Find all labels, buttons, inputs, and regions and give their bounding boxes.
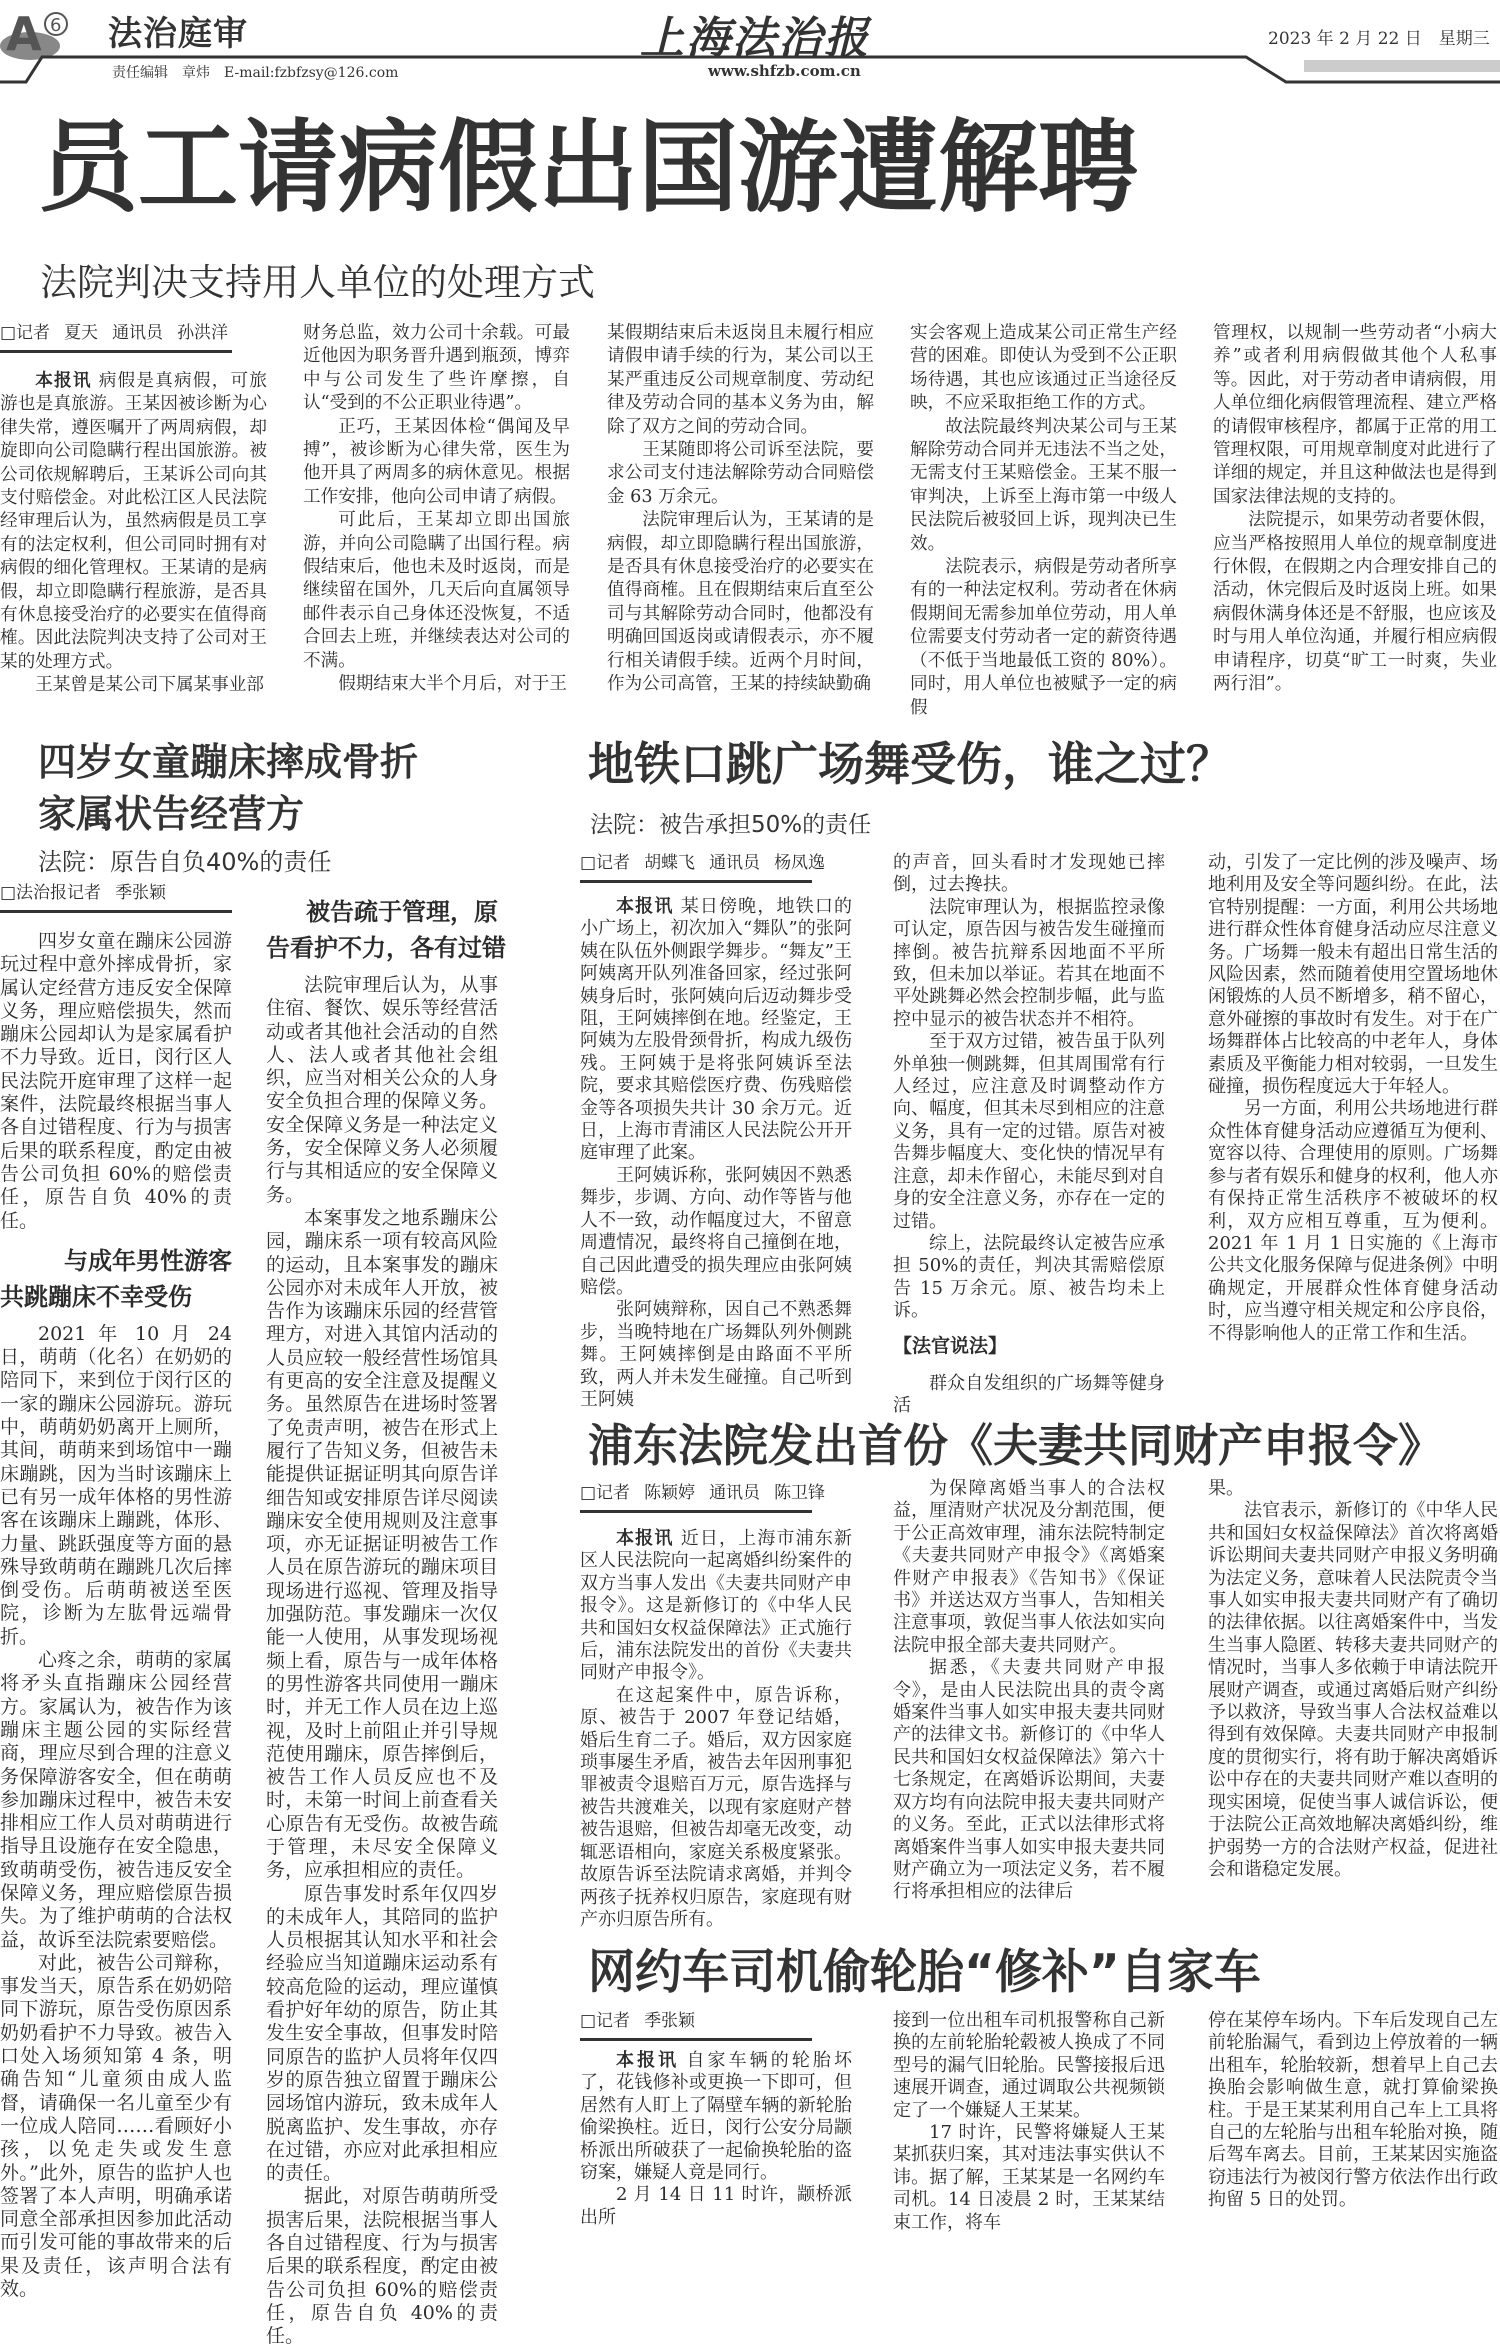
article-column [893,1478,1165,1904]
paragraph-text: 病假是真病假，可旅游也是真旅游。王某因被诊断为心律失常，遵医嘱开了两周病假，却旋即向公司隐瞒行程出国旅游。被公司依规解聘后，王某诉公司向其支付赔偿金。对此松江区人民法院经审理后认为，虽然病假是员工享有的法定权利，但公司同时拥有对病假的细化管理权。王某请的是病假，却立即隐瞒行程旅游，是否具有休息接受治疗的必要实在值得商榷。因此法院判决支持了公司对王某的处理方式。 [0,371,267,672]
paragraph-text: 财务总监，效力公司十余载。可最近他因为职务晋升遇到瓶颈，博弈中与公司发生了些许摩擦，自认“受到的不公正职业待遇”。 [303,323,570,414]
paragraph-text: 果。 [1208,1478,1244,1499]
paragraph [303,416,570,510]
paragraph-text: 17 时许，民警将嫌疑人王某某抓获归案，其对违法事实供认不讳。据了解，王某某是一名网约车司机。14 日凌晨 2 时，王某某结束工作，将车 [893,2122,1165,2233]
article-column [910,322,1177,720]
lead-headline: 员工请病假出国游遭解聘 [38,109,1138,226]
dateline-lead: 本报讯 [35,371,92,391]
paragraph [1208,1500,1498,1881]
paragraph [1208,2010,1498,2212]
paragraph-text: 正巧，王某因体检“偶闻及早搏”，被诊断为心律失常，医生为他开具了两周多的病休意见。根据工作安排，他向公司申请了病假。 [303,416,570,507]
paragraph-text: 某日傍晚，地铁口的小广场上，初次加入“舞队”的张阿姨在队伍外侧跟学舞步。“舞友”王阿姨离开队列准备回家，经过张阿姨身后时，张阿姨向后迈动舞步受阻，王阿姨摔倒在地。经鉴定，王阿姨为左股骨颈骨折，构成九级伤残。王阿姨于是将张阿姨诉至法院，要求其赔偿医疗费、伤残赔偿金等各项损失共计 30 余万元。近日，上海市青浦区人民法院公开开庭审理了此案。 [580,896,853,1164]
paragraph-text: 2 月 14 日 11 时许，颛桥派出所 [580,2184,852,2228]
article-column [266,884,506,2349]
paragraph [266,974,498,1207]
section-heading-line: 与成年男性游客 [64,1246,232,1275]
paragraph [580,2050,852,2184]
section-heading [0,1243,232,1315]
paragraph-text: 四岁女童在蹦床公园游玩过程中意外摔成骨折，家属认定经营方违反安全保障义务，理应赔偿损失，然而蹦床公园却认为是家属看护不力导致。近日，闵行区人民法院开庭审理了这样一起案件，法院最终根据当事人各自过错程度、行为与损害后果的联系程度，酌定由被告公司负担 60%的赔偿责任，原告自负 40%的责任。 [0,930,232,1232]
article-column [0,930,232,2301]
byline-part: 季张颖 [644,2011,696,2031]
section-heading-line: 告看护不力，各有过错 [266,934,506,962]
paragraph [607,509,874,696]
byline [580,1480,826,1513]
paragraph-text: 王某随即将公司诉至法院，要求公司支付违法解除劳动合同赔偿金 63 万余元。 [607,440,874,507]
dateline-lead: 本报讯 [616,896,674,917]
paragraph [303,322,570,416]
paragraph [607,322,874,439]
paragraph-text: 王某曾是某公司下属某事业部 [35,675,264,696]
paragraph [910,556,1177,720]
paragraph [1208,852,1498,1098]
dateline-lead: 本报讯 [616,1528,674,1549]
byline-part: □记者 [580,853,631,873]
section-heading-line: 共跳蹦床不幸受伤 [0,1282,192,1311]
paragraph-text: 据此，对原告萌萌所受损害后果，法院根据当事人各自过错程度、行为与损害后果的联系程度，酌定由被告公司负担 60%的赔偿责任，原告自负 40%的责任。 [266,2185,498,2348]
paragraph-text: 动，引发了一定比例的涉及噪声、场地利用及安全等问题纠纷。在此，法官特别提醒：一方面，利用公共场地进行群众性体育健身活动应尽注意义务。广场舞一般未有超出日常生活的风险因素，然而随着使用空置场地休闲锻炼的人员不断增多，稍不留心，意外碰擦的事故时有发生。对于在广场舞群体占比较高的中老年人，身体素质及平衡能力相对较弱，一旦发生碰撞，损伤程度远大于年轻人。 [1208,852,1498,1098]
paragraph-text: 法院提示，如果劳动者要休假，应当严格按照用人单位的规章制度进行休假，在假期之内合理安排自己的活动，休完假后及时返岗上班。如果病假休满身体还是不舒服，也应该及时与用人单位沟通，并履行相应病假申请程序，切莫“旷工一时爽，失业两行泪”。 [1213,510,1497,695]
paragraph-text: 法院审理后认为，从事住宿、餐饮、娱乐等经营活动或者其他社会活动的自然人、法人或者其他社会组织，应当对相关公众的人身安全负担合理的保障义务。安全保障义务是一种法定义务，安全保障义务人必须履行与其相适应的安全保障义务。 [266,974,498,1206]
dateline-lead: 本报讯 [616,2050,680,2071]
article-column [580,1528,852,1931]
column-tag: 【法官说法】 [893,1334,1008,1357]
byline-part: 通讯员 [709,1483,761,1503]
paragraph-text: 自家车辆的轮胎坏了，花钱修补或更换一下即可，但居然有人盯上了隔壁车辆的新轮胎偷梁换柱。近日，闵行公安分局颛桥派出所破获了一起偷换轮胎的盗窃案，嫌疑人竟是同行。 [580,2050,853,2184]
paragraph-text: 为保障离婚当事人的合法权益，厘清财产状况及分割范围，便于公正高效审理，浦东法院特制定《夫妻共同财产申报令》《离婚案件财产申报表》《告知书》《保证书》并送达双方当事人，告知相关注意事项，敦促当事人依法如实向法院申报全部夫妻共同财产。 [893,1478,1165,1656]
paragraph [0,370,267,674]
byline-part: 陈颖婷 [644,1483,696,1503]
paragraph-text: 停在某停车场内。下车后发现自己左前轮胎漏气，看到边上停放着的一辆出租车，轮胎较新，想着早上自己去换胎会影响做生意，就打算偷梁换柱。于是王某某利用自己车上工具将自己的左轮胎与出租车轮胎对换，随后驾车离去。目前，王某某因实施盗窃违法行为被闵行警方依法作出行政拘留 5 日的处罚。 [1208,2010,1498,2211]
paragraph [580,1299,852,1411]
paragraph-text: 群众自发组织的广场舞等健身活 [893,1372,1165,1417]
paragraph-text: 2021 年 10 月 24 日，萌萌（化名）在奶奶的陪同下，来到位于闵行区的一家的蹦床公园游玩。游玩中，萌萌奶奶离开上厕所，其间，萌萌来到场馆中一蹦床蹦跳，因为当时该蹦床上已有另一成年体格的男性游客在该蹦床上蹦跳，体形、力量、跳跃强度等方面的悬殊导致萌萌在蹦跳几次后摔倒受伤。后萌萌被送至医院，诊断为左肱骨远端骨折。 [0,1322,232,1648]
paragraph [893,1478,1165,1657]
paragraph-text: 假期结束大半个月后，对于王 [338,674,567,695]
byline-part: 通讯员 [709,853,761,873]
byline-part: □记者 [0,323,51,343]
paragraph [893,897,1165,1031]
paragraph-text: 对此，被告公司辩称，事发当天，原告系在奶奶陪同下游玩，原告受伤原因系奶奶看护不力导致。被告入口处入场须知第 4 条，明确告知“儿童须由成人监督，请确保一名儿童至少有一位成人陪同……看顾好小孩，以免走失或发生意外。”此外，原告的监护人也签署了本人声明，明确承诺同意全部承担因参加此活动而引发可能的事故带来的后果及责任，该声明合法有效。 [0,1951,232,2301]
paragraph-text: 在这起案件中，原告诉称，原、被告于 2007 年登记结婚，婚后生育二子。婚后，双方因家庭琐事屡生矛盾，被告去年因刑事犯罪被责令退赔百万元，原告选择与被告共渡难关，以现有家庭财产替被告退赔，但被告却毫无改变，动辄恶语相向，家庭关系极度紧张。故原告诉至法院请求离婚，并判令两孩子抚养权归原告，家庭现有财产亦归原告所有。 [580,1684,852,1930]
byline [580,2008,812,2041]
byline-part: 杨凤逸 [774,853,826,873]
paragraph [1208,1478,1498,1500]
paragraph [303,509,570,673]
article-column [0,370,267,698]
paragraph [0,674,267,697]
editor-email: E-mail:fzbfzsy@126.com [224,65,399,81]
paragraph [910,322,1177,416]
paragraph-text: 故法院最终判决某公司与王某解除劳动合同并无违法不当之处，无需支付王某赔偿金。王某不服一审判决，上诉至上海市第一中级人民法院后被驳回上诉，现判决已生效。 [910,416,1177,554]
article-column [1208,852,1498,1345]
byline-part: 夏天 [64,323,99,343]
section-name: 法治庭审 [108,14,248,54]
byline [0,320,232,353]
byline-part: □记者 [580,2011,631,2031]
paragraph-text: 心疼之余，萌萌的家属将矛头直指蹦床公园经营方。家属认为，被告作为该蹦床主题公园的实际经营商，理应尽到合理的注意义务保障游客安全，但在萌萌参加蹦床过程中，被告未安排相应工作人员对萌萌进行指导且设施存在安全隐患，致萌萌受伤，被告违反安全保障义务，理应赔偿原告损失。为了维护萌萌的合法权益，故诉至法院索要赔偿。 [0,1649,232,1951]
paragraph [893,1031,1165,1233]
paragraph [0,1952,232,2301]
paragraph-text: 据悉，《夫妻共同财产申报令》，是由人民法院出具的责令离婚案件当事人如实申报夫妻共同财产的法律文书。新修订的《中华人民共和国妇女权益保障法》第六十七条规定，在离婚诉讼期间，夫妻双方均有向法院申报夫妻共同财产的义务。至此，正式以法律形式将离婚案件当事人如实申报夫妻共同财产确立为一项法定义务，若不履行将承担相应的法律后 [893,1657,1165,1903]
paragraph-text: 法院审理认为，根据监控录像可认定，原告因与被告发生碰撞而摔倒。被告抗辩系因地面不平所致，但未加以举证。若其在地面不平处跳舞必然会控制步幅，此与监控中显示的被告状态并不相符。 [893,896,1165,1030]
section-heading-line: 被告疏于管理，原 [306,898,498,926]
paragraph [580,1165,852,1299]
byline-part: 胡蝶飞 [644,853,696,873]
paragraph-text: 接到一位出租车司机报警称自己新换的左前轮胎轮毂被人换成了不同型号的漏气旧轮胎。民警接报后迅速展开调查，通过调取公共视频锁定了一个嫌疑人王某某。 [893,2010,1165,2121]
lead-subtitle: 法院判决支持用人单位的处理方式 [40,261,595,304]
paragraph-text: 近日，上海市浦东新区人民法院向一起离婚纠纷案件的双方当事人发出《夫妻共同财产申报令》。这是新修订的《中华人民共和国妇女权益保障法》正式施行后，浦东法院发出的首份《夫妻共同财产申报令》。 [580,1528,853,1684]
editor-credit [112,62,412,82]
paragraph [0,1323,232,1649]
editor-label: 责任编辑 [112,65,168,81]
paragraph [893,1657,1165,1903]
paragraph [0,1649,232,1952]
paragraph-text: 的声音，回头看时才发现她已摔倒，过去搀扶。 [893,852,1165,896]
title-line: 家属状告经营方 [38,792,305,836]
paragraph [580,896,852,1165]
editor-name: 章炜 [182,65,210,81]
paragraph [1213,509,1497,696]
article-column [1208,1478,1498,1881]
byline-part: □记者 [580,1483,631,1503]
article-column [303,322,570,697]
paragraph [893,852,1165,897]
article-column [893,2010,1165,2234]
trampoline-title [38,736,418,840]
article-column [607,322,874,697]
paragraph [893,2122,1165,2234]
paragraph [266,1207,498,1883]
byline-part: 孙洪洋 [177,323,229,343]
dance-title: 地铁口跳广场舞受伤，谁之过？ [588,737,1232,791]
paragraph [893,1233,1165,1323]
newspaper-logo: 上海法治报 [640,13,870,64]
byline-part: 陈卫锋 [774,1483,826,1503]
paragraph-text: 法官表示，新修订的《中华人民共和国妇女权益保障法》首次将离婚诉讼期间夫妻共同财产申报义务明确为法定义务，意味着人民法院责令当事人如实申报夫妻共同财产有了确切的法律依据。以往离婚案件中，当发生当事人隐匿、转移夫妻共同财产的情况时，当事人多依赖于申请法院开展财产调查，或通过离婚后财产纠纷予以救济，导致当事人合法权益难以得到有效保障。夫妻共同财产申报制度的贯彻实行，将有助于解决离婚诉讼中存在的夫妻共同财产难以查明的现实困境，促使当事人诚信诉讼，便于法院公正高效地解决离婚纠纷，维护弱势一方的合法财产权益，促进社会和谐稳定发展。 [1208,1500,1498,1880]
paragraph [910,416,1177,556]
article-column [1213,322,1497,697]
paragraph [266,2185,498,2348]
paragraph [893,1373,1165,1418]
paragraph [1208,1098,1498,1344]
paragraph-text: 另一方面，利用公共场地进行群众性体育健身活动应遵循互为便利、宽容以待、合理使用的原则。广场舞参与者有娱乐和健身的权利，他人亦有保持正常生活秩序不被破坏的权利，双方应相互尊重，互为便利。2021 年 1 月 1 日实施的《上海市公共文化服务保障与促进条例》中明确规定，开展群众性体育健身活动时，应当遵守相关规定和公序良俗，不得影响他人的正常工作和生活。 [1208,1098,1498,1344]
paragraph [893,2010,1165,2122]
tire-title: 网约车司机偷轮胎“修补”自家车 [588,1945,1261,2000]
title-line: 四岁女童蹦床摔成骨折 [38,740,419,784]
byline-part: □法治报记者 [0,883,102,903]
paragraph-text: 本案事发之地系蹦床公园，蹦床系一项有较高风险的运动，且本案事发的蹦床公园亦对未成年人开放，被告作为该蹦床乐园的经营管理方，对进入其馆内活动的人员应较一般经营性场馆具有更高的安全注意及提醒义务。虽然原告在进场时签署了免责声明，被告在形式上履行了告知义务，但被告未能提供证据证明其向原告详细告知或安排原告详尽阅读蹦床安全使用规则及注意事项，亦无证据证明被告工作人员在原告游玩的蹦床项目现场进行巡视、管理及指导加强防范。事发蹦床一次仅能一人使用，从事发现场视频上看，原告与一成年体格的男性游客共同使用一蹦床时，并无工作人员在边上巡视，及时上前阻止并引导规范使用蹦床，原告摔倒后，被告工作人员反应也不及时，未第一时间上前查看关心原告有无受伤。故被告疏于管理，未尽安全保障义务，应承担相应的责任。 [266,1206,498,1882]
article-column [580,896,852,1411]
paragraph-text: 原告事发时系年仅四岁的未成年人，其陪同的监护人员根据其认知水平和社会经验应当知道蹦床运动系有较高危险的运动，理应谨慎看护好年幼的原告，防止其发生安全事故，但事发时陪同原告的监护人员将年仅四岁的原告独立留置于蹦床公园场馆内游玩，致未成年人脱离监护、发生事故，亦存在过错，亦应对此承担相应的责任。 [266,1882,498,2185]
paragraph [1213,322,1497,509]
page-number: 6 [50,15,62,36]
issue-date: 2023 年 2 月 22 日 星期三 [1268,29,1490,49]
article-column [580,2050,852,2229]
byline-part: 通讯员 [112,323,164,343]
article-column [893,852,1165,1418]
paragraph-text: 实会客观上造成某公司正常生产经营的困难。即使认为受到不公正职场待遇，其也应该通过正当途径反映，不应采取拒绝工作的方式。 [910,323,1177,414]
paragraph-text: 管理权，以规制一些劳动者“小病大养”或者利用病假做其他个人私事等。因此，对于劳动者申请病假，用人单位细化病假管理流程、建立严格的请假审核程序，都属于正常的用工管理权限，可用规章制度对此进行了详细的规定，并且这种做法也是得到国家法律法规的支持的。 [1213,323,1497,507]
paragraph [607,439,874,509]
paragraph-text: 法院表示，病假是劳动者所享有的一种法定权利。劳动者在休病假期间无需参加单位劳动，用人单位需要支付劳动者一定的薪资待遇（不低于当地最低工资的 80%）。同时，用人单位也被赋予一定的病假 [910,557,1177,718]
paragraph-text: 可此后，王某却立即出国旅游，并向公司隐瞒了出国行程。病假结束后，他也未及时返岗，而是继续留在国外，几天后向直属领导邮件表示自己身体还没恢复，不适合回去上班，并继续表达对公司的不满。 [303,510,570,671]
dance-subtitle: 法院：被告承担50%的责任 [590,812,872,838]
paragraph [580,1685,852,1931]
page-letter: A [6,7,42,61]
paragraph-text: 法院审理后认为，王某请的是病假，却立即隐瞒行程出国旅游，是否具有休息接受治疗的必要实在值得商榷。且在假期结束后直至公司与其解除劳动合同时，他都没有明确回国返岗或请假表示，亦不履行相关请假手续。近两个月时间，作为公司高管，王某的持续缺勤确 [607,510,874,695]
paragraph [580,1528,852,1685]
property-title: 浦东法院发出首份《夫妻共同财产申报令》 [588,1419,1444,1472]
paragraph [266,1883,498,2186]
paragraph [580,2184,852,2229]
website-url: www.shfzb.com.cn [708,62,861,80]
byline [580,850,826,883]
trampoline-subtitle: 法院：原告自负40%的责任 [38,848,332,876]
byline [0,880,232,913]
paragraph-text: 张阿姨辩称，因自己不熟悉舞步，当晚特地在广场舞队列外侧跳舞。王阿姨摔倒是由路面不平所致，两人并未发生碰撞。自己听到王阿姨 [580,1299,852,1410]
paragraph [0,930,232,1233]
section-heading [266,894,506,966]
paragraph-text: 某假期结束后未返岗且未履行相应请假申请手续的行为，某公司以王某严重违反公司规章制度、劳动纪律及劳动合同的基本义务为由，解除了双方之间的劳动合同。 [607,323,874,437]
paragraph-text: 至于双方过错，被告虽于队列外单独一侧跳舞，但其周围常有行人经过，应注意及时调整动作方向、幅度，但其未尽到相应的注意义务，具有一定的过错。原告对被告舞步幅度大、变化快的情况早有注意，却未作留心，未能尽到对自身的安全注意义务，亦存在一定的过错。 [893,1031,1165,1232]
paragraph-text: 王阿姨诉称，张阿姨因不熟悉舞步，步调、方向、动作等皆与他人不一致，动作幅度过大，不留意周遭情况，最终将自己撞倒在地，自己因此遭受的损失理应由张阿姨赔偿。 [580,1164,852,1298]
paragraph [303,673,570,696]
paragraph-text: 综上，法院最终认定被告应承担 50%的责任，判决其需赔偿原告 15 万余元。原、被告均未上诉。 [893,1232,1165,1322]
article-column [1208,2010,1498,2212]
byline-part: 季张颖 [115,883,167,903]
